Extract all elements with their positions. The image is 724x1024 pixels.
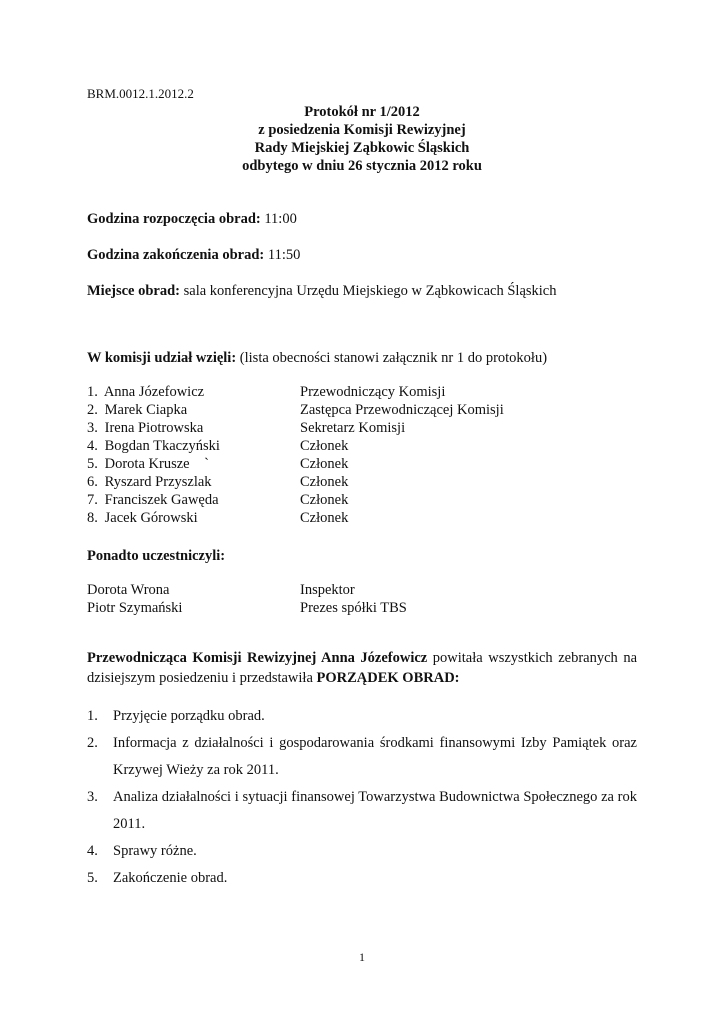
agenda-text: Sprawy różne. <box>113 843 197 859</box>
intro-bold-end: PORZĄDEK OBRAD: <box>316 670 460 686</box>
agenda-number: 3. <box>87 789 98 805</box>
others-heading: Ponadto uczestniczyli: <box>87 548 226 564</box>
member-number: 3. <box>87 420 98 436</box>
agenda-text: Przyjęcie porządku obrad. <box>113 708 265 724</box>
member-row <box>87 401 647 419</box>
attendance-note: (lista obecności stanowi załącznik nr 1 do protokołu) <box>239 350 548 366</box>
member-number: 8. <box>87 510 98 526</box>
member-name: Bogdan Tkaczyński <box>104 438 220 454</box>
member-row <box>87 473 647 491</box>
member-role: Zastępca Przewodniczącej Komisji <box>300 402 504 418</box>
member-role: Członek <box>300 492 349 508</box>
member-role: Przewodniczący Komisji <box>300 384 446 400</box>
member-name: Franciszek Gawęda <box>104 492 219 508</box>
member-name: Irena Piotrowska <box>104 420 204 436</box>
title-line: Protokół nr 1/2012 <box>304 104 420 120</box>
member-name: Dorota Krusze ` <box>104 456 209 472</box>
meeting-place <box>87 282 557 300</box>
member-name: Jacek Górowski <box>104 510 198 526</box>
participant-role: Prezes spółki TBS <box>300 600 407 616</box>
member-number: 2. <box>87 402 98 418</box>
member-name: Anna Józefowicz <box>103 384 205 400</box>
end-time-label: Godzina zakończenia obrad: <box>87 247 265 263</box>
title-line: Rady Miejskiej Ząbkowic Śląskich <box>254 140 470 156</box>
participant-name: Dorota Wrona <box>87 582 170 598</box>
title-line: odbytego w dniu 26 stycznia 2012 roku <box>242 158 482 174</box>
title-line: z posiedzenia Komisji Rewizyjnej <box>258 122 466 138</box>
member-row <box>87 509 647 527</box>
member-number: 5. <box>87 456 98 472</box>
agenda-list <box>87 703 637 892</box>
attendance-label: W komisji udział wzięli: <box>87 350 237 366</box>
member-role: Członek <box>300 456 349 472</box>
intro-paragraph <box>87 648 637 688</box>
member-row <box>87 419 647 437</box>
participant-row <box>87 581 647 599</box>
member-role: Członek <box>300 510 349 526</box>
agenda-item <box>87 865 637 892</box>
start-time-value: 11:00 <box>264 211 297 227</box>
member-row <box>87 383 647 401</box>
meeting-place-value: sala konferencyjna Urzędu Miejskiego w Ząbkowicach Śląskich <box>183 283 557 299</box>
end-time-value: 11:50 <box>267 247 301 263</box>
agenda-text: Informacja z działalności i gospodarowania środkami finansowymi Izby Pamiątek oraz Krzywej Wieży za rok 2011. <box>113 735 637 778</box>
member-role: Sekretarz Komisji <box>300 420 406 436</box>
member-number: 1. <box>87 384 98 400</box>
agenda-item <box>87 784 637 838</box>
agenda-item <box>87 730 637 784</box>
page-number: 1 <box>359 950 365 964</box>
member-name: Ryszard Przyszlak <box>104 474 212 490</box>
start-time <box>87 210 297 228</box>
member-name: Marek Ciapka <box>104 402 188 418</box>
participant-row <box>87 599 647 617</box>
meeting-place-label: Miejsce obrad: <box>87 283 181 299</box>
agenda-item <box>87 838 637 865</box>
agenda-text: Zakończenie obrad. <box>113 870 228 886</box>
member-number: 6. <box>87 474 98 490</box>
agenda-text: Analiza działalności i sytuacji finansowej Towarzystwa Budownictwa Społecznego za rok 2011. <box>113 789 637 832</box>
attendance-heading <box>87 349 547 367</box>
member-row <box>87 455 647 473</box>
end-time <box>87 246 300 264</box>
agenda-number: 2. <box>87 735 98 751</box>
agenda-number: 1. <box>87 708 98 724</box>
participant-role: Inspektor <box>300 582 355 598</box>
member-role: Członek <box>300 474 349 490</box>
start-time-label: Godzina rozpoczęcia obrad: <box>87 211 261 227</box>
member-row <box>87 437 647 455</box>
agenda-number: 5. <box>87 870 98 886</box>
document-title <box>180 103 544 175</box>
document-reference: BRM.0012.1.2012.2 <box>87 86 194 101</box>
participant-name: Piotr Szymański <box>87 600 183 616</box>
member-row <box>87 491 647 509</box>
intro-bold-start: Przewodnicząca Komisji Rewizyjnej Anna Józefowicz <box>87 650 428 666</box>
member-number: 7. <box>87 492 98 508</box>
intro-text: powitała wszystkich zebranych na dzisiejszym posiedzeniu i przedstawiła <box>87 650 638 686</box>
agenda-number: 4. <box>87 843 98 859</box>
member-number: 4. <box>87 438 98 454</box>
agenda-item <box>87 703 637 730</box>
member-role: Członek <box>300 438 349 454</box>
